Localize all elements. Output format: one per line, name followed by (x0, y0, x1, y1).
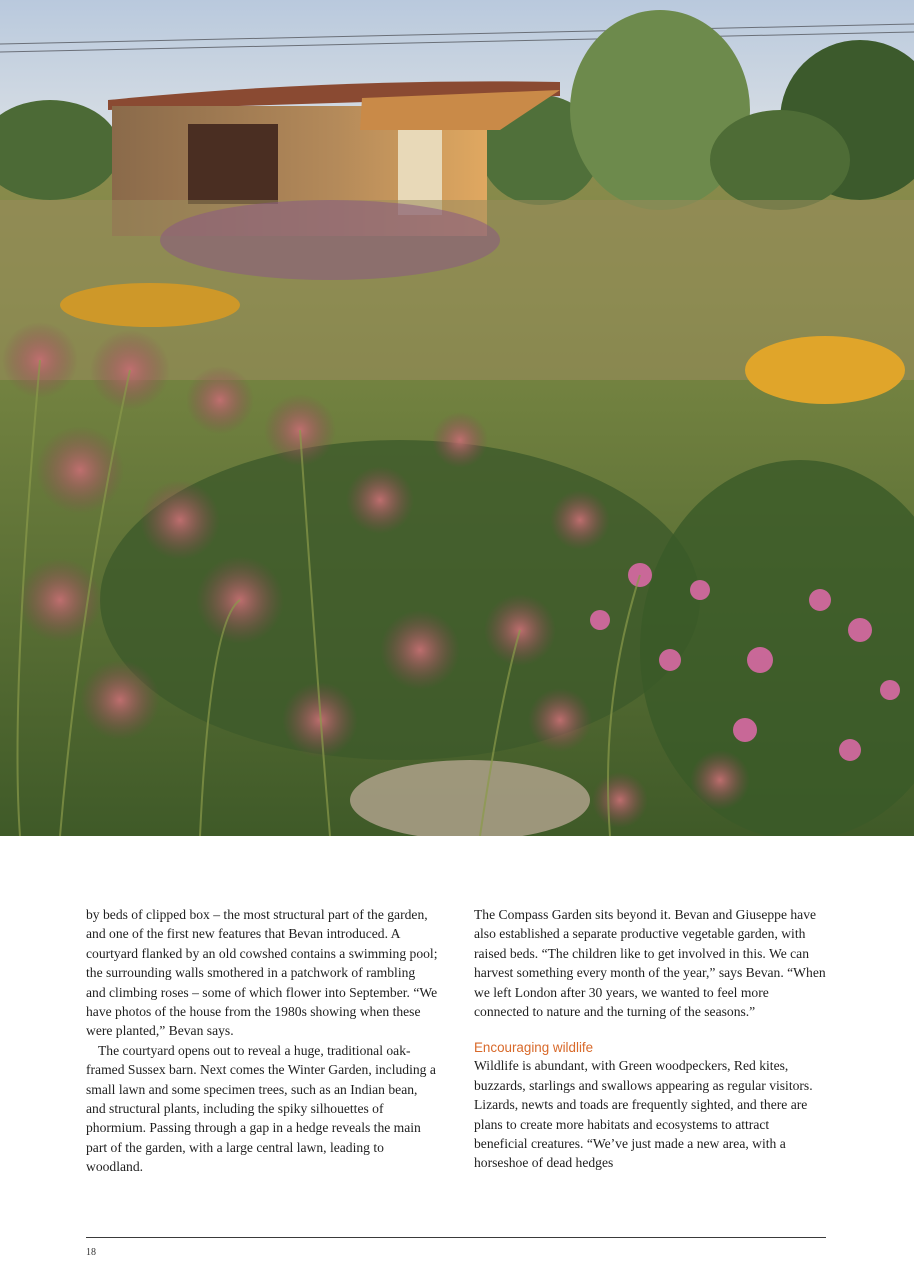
section-subhead: Encouraging wildlife (474, 1040, 594, 1056)
left-column (86, 905, 438, 1177)
footer-divider (86, 1237, 826, 1238)
page-number: 18 (86, 1247, 96, 1258)
left-paragraph-1: by beds of clipped box – the most structural part of the garden, and one of the first new features that Bevan introduced. A courtyard flanked by an old cowshed contains a swimming pool; the surrounding walls smothered in a patchwork of rambling and climbing roses – some of which flower into September. “We have photos of the house from the 1980s showing when these were planted,” Bevan says. (86, 907, 438, 1039)
right-column (474, 905, 826, 1173)
right-paragraph-1: The Compass Garden sits beyond it. Bevan and Giuseppe have also established a separate productive vegetable garden, with raised beds. “The children like to get involved in this. We can harvest something every month of the year,” says Bevan. “When we left London after 30 years, we wanted to feel more connected to nature and the turning of the seasons.” (474, 907, 826, 1020)
left-paragraph-2: The courtyard opens out to reveal a huge, traditional oak-framed Sussex barn. Next comes the Winter Garden, including a small lawn and some specimen trees, such as an Indian bean, and structural plants, including the spiky silhouettes of phormium. Passing through a gap in a hedge reveals the main part of the garden, with a large central lawn, leading to woodland. (86, 1042, 436, 1175)
right-paragraph-2: Wildlife is abundant, with Green woodpeckers, Red kites, buzzards, starlings and swallows appearing as regular visitors. Lizards, newts and toads are frequently sighted, and there are plans to create more habitats and ecosystems to attract beneficial creatures. “We’ve just made a new area, with a horseshoe of dead hedges (474, 1058, 813, 1171)
